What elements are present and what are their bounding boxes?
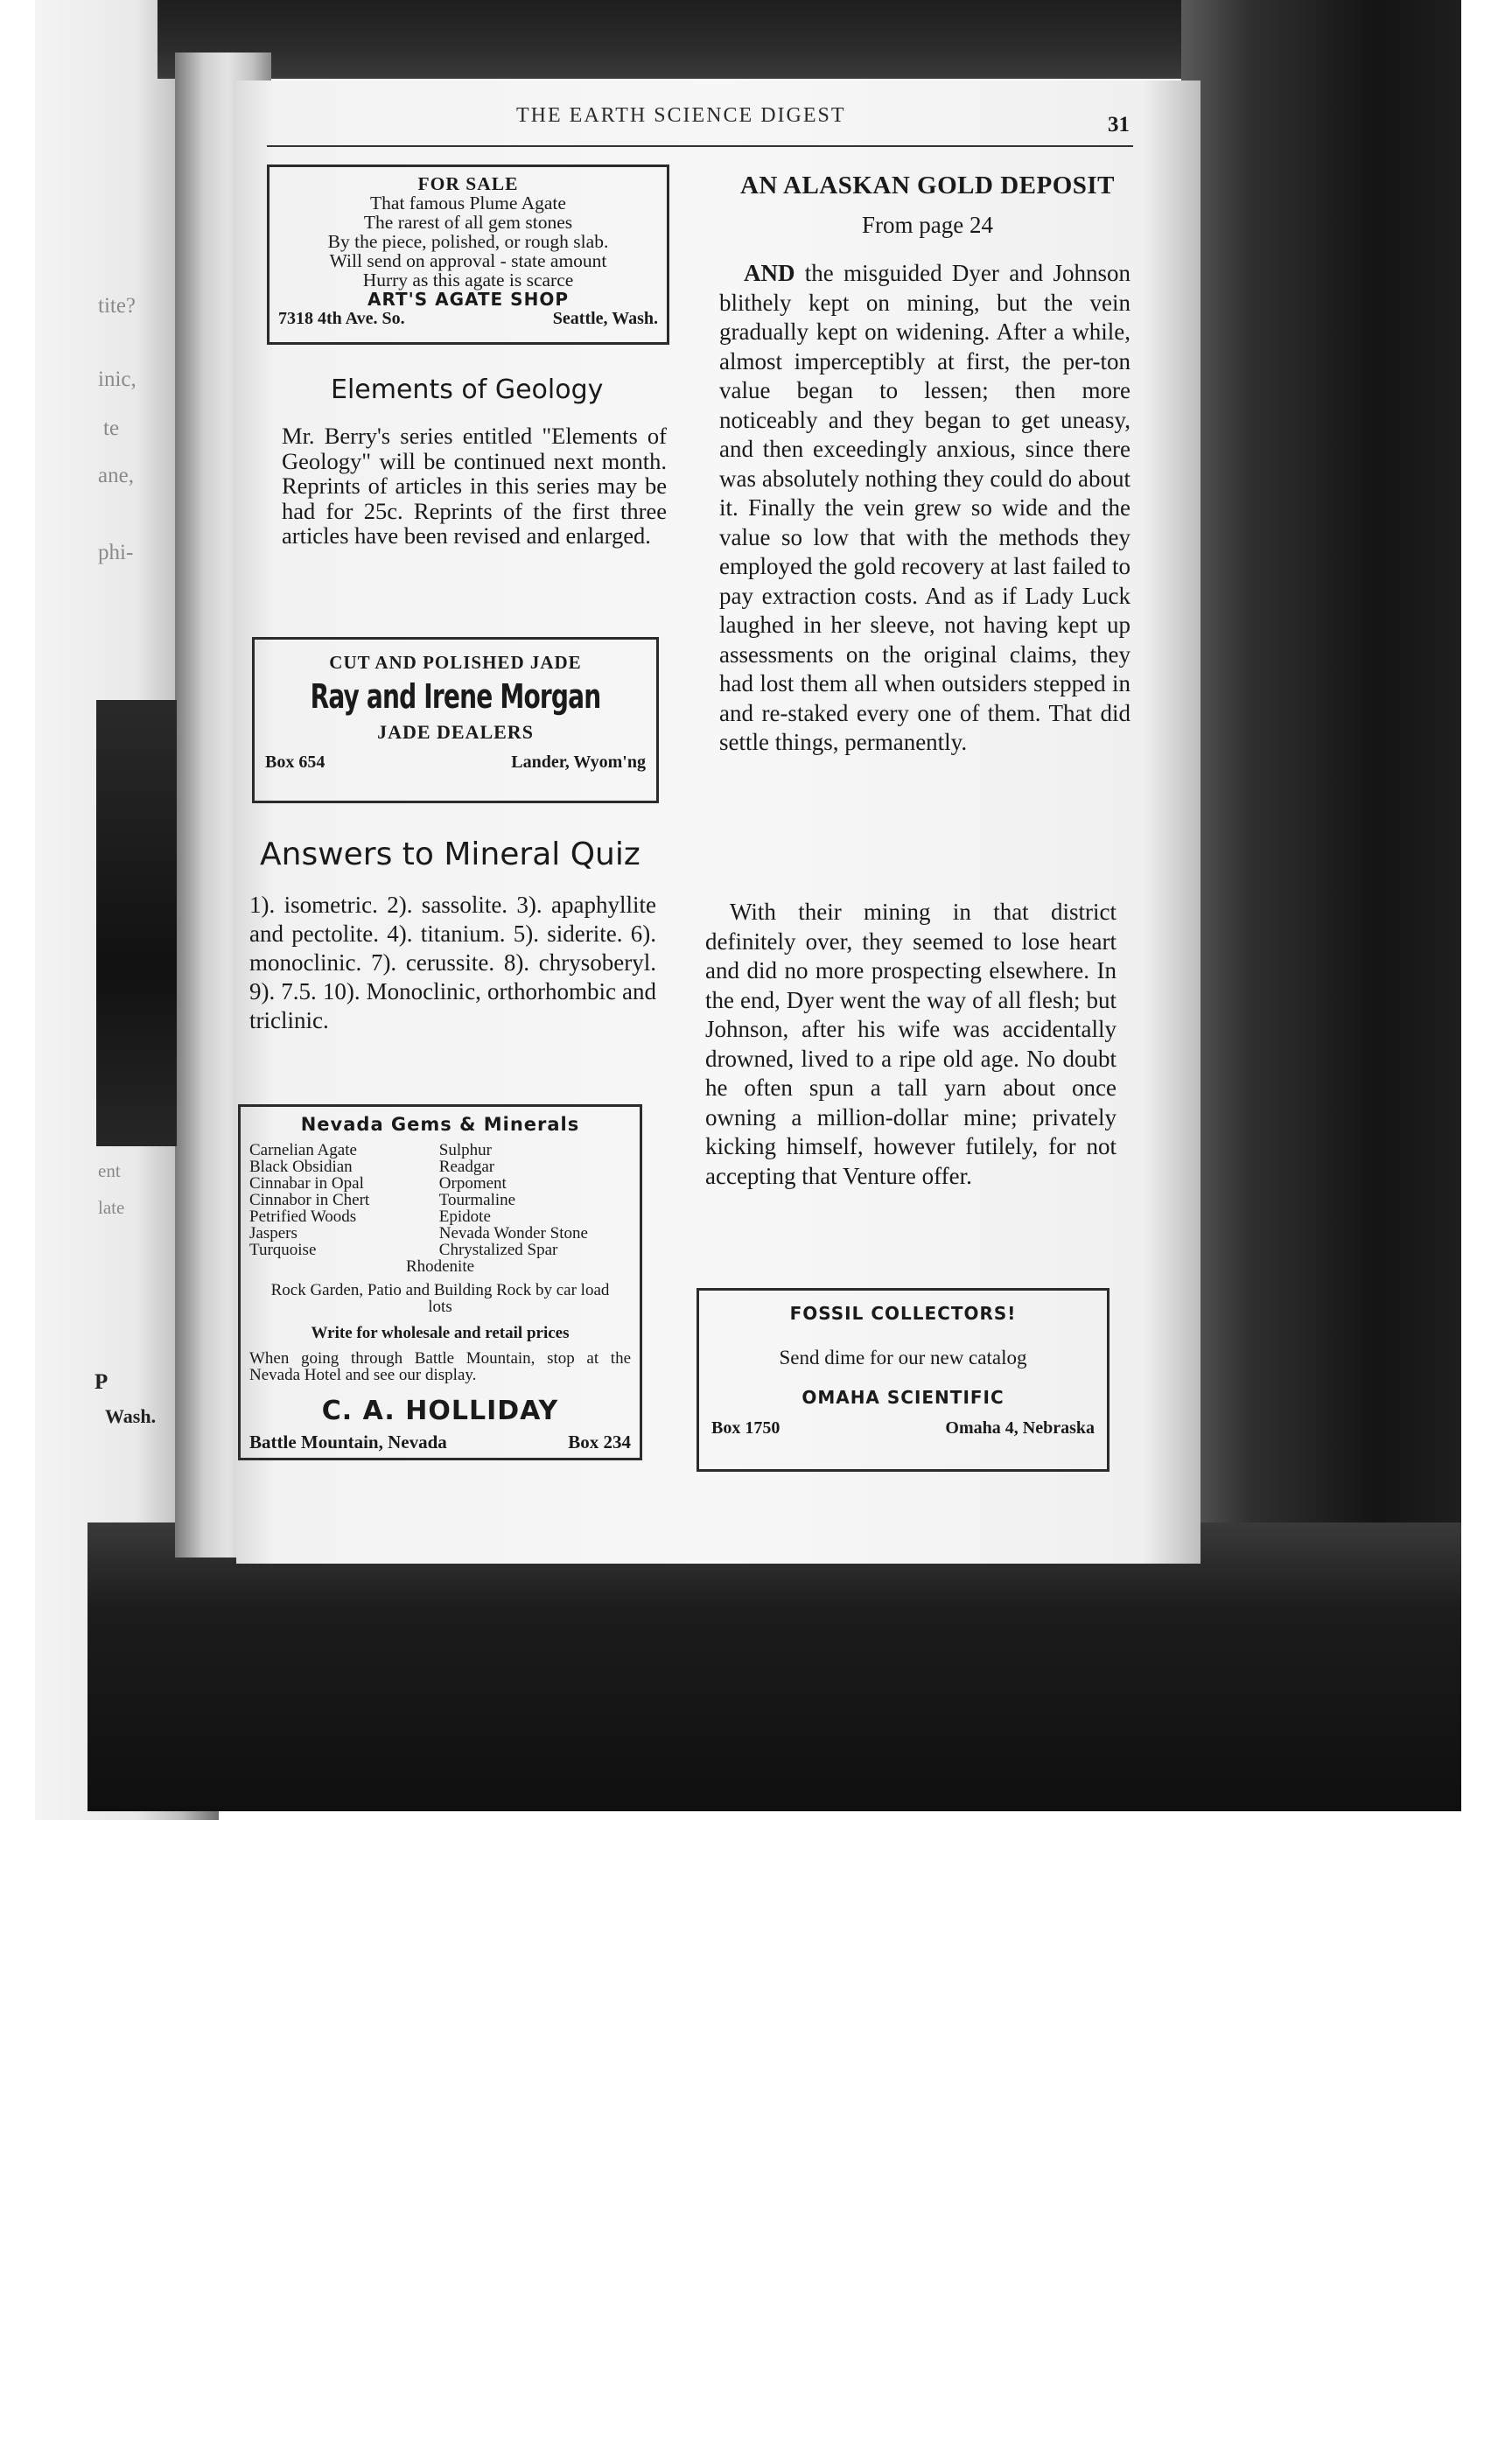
page-number: 31 (1108, 113, 1130, 136)
rhodenite-item: Rhodenite (405, 1257, 475, 1276)
list-item: Readgar (438, 1158, 495, 1176)
list-item: Chrystalized Spar (438, 1241, 558, 1259)
left-page-fragment: te (103, 416, 120, 440)
running-head: THE EARTH SCIENCE DIGEST (516, 104, 846, 127)
nevada-hotel-line: When going through Battle Mountain, stop at the Nevada Hotel and see our display. (249, 1349, 631, 1384)
list-item: Jaspers (249, 1224, 298, 1242)
fossil-company: OMAHA SCIENTIFIC (802, 1387, 1004, 1408)
holliday-box: Box 234 (568, 1432, 631, 1452)
list-item: Tourmaline (438, 1191, 516, 1209)
left-page-fragment: ent (98, 1160, 121, 1181)
for-sale-line: The rarest of all gem stones (363, 212, 573, 233)
left-page-photo-fragment (96, 700, 177, 1146)
left-page-fragment: inic, (98, 368, 136, 391)
list-item: Nevada Wonder Stone (438, 1224, 588, 1242)
fossil-collectors-ad (696, 1288, 1110, 1472)
article-paragraph-2: With their mining in that district definitely over, they seemed to lose heart and did no more prospecting elsewhere. In the end, Dyer went the way of all flesh; but Johnson, after his wife was accidentally drowned, lived to a ripe old age. No doubt he often spun a tall yarn about once owning a million-dollar mine; privately kicking himself, however futilely, for not accepting that Venture offer. (705, 899, 1116, 1189)
left-page-fragment: phi- (98, 541, 134, 564)
wholesale-line: Write for wholesale and retail prices (311, 1324, 570, 1342)
mineral-quiz-title: Answers to Mineral Quiz (260, 836, 640, 872)
fossil-box-number: Box 1750 (711, 1418, 780, 1438)
fossil-ad-line: Send dime for our new catalog (779, 1347, 1027, 1368)
left-page-fragment: late (98, 1197, 125, 1218)
article-paragraph-1 (719, 259, 1130, 758)
article-paragraph-1-text: the misguided Dyer and Johnson blithely kept on mining, but the vein gradually kept on widening. After a while, almost imperceptibly at first, the per-ton value began to lessen; then more noticeably and they began to get uneasy, and then exceedingly anxious, since there was absolutely nothing they could do about it. Finally the vein grew so wide and the value so low that with the methods they employed the gold recovery at last failed to pay extraction costs. And as if Lady Luck laughed in her sleeve, not having kept up assessments on the original claims, they had lost them all when outsiders stepped in and re-staked every one of them. That did settle things, permanently. (719, 260, 1130, 755)
jade-subtitle: JADE DEALERS (377, 721, 534, 743)
for-sale-line: Will send on approval - state amount (329, 250, 607, 271)
article-title: AN ALASKAN GOLD DEPOSIT (739, 172, 1116, 200)
jade-ad (252, 637, 659, 803)
list-item: Cinnabor in Chert (249, 1191, 370, 1209)
list-item: Petrified Woods (249, 1208, 357, 1226)
left-page-fragment: Wash. (105, 1405, 157, 1427)
jade-box-number: Box 654 (265, 752, 326, 772)
jade-headline: CUT AND POLISHED JADE (329, 652, 582, 673)
list-item: Orpoment (438, 1174, 507, 1193)
jade-dealer-names: Ray and Irene Morgan (310, 677, 601, 716)
holliday-name: C. A. HOLLIDAY (321, 1396, 559, 1426)
left-page-fragment: tite? (98, 294, 136, 318)
jade-city: Lander, Wyom'ng (511, 752, 646, 772)
list-item: Carnelian Agate (249, 1141, 357, 1159)
nevada-list-left (249, 1142, 432, 1258)
list-item: Sulphur (438, 1141, 492, 1159)
rock-garden-line: Rock Garden, Patio and Building Rock by car load lots (270, 1281, 610, 1316)
elements-of-geology-title: Elements of Geology (331, 374, 604, 405)
nevada-gems-ad (238, 1104, 642, 1460)
holliday-city: Battle Mountain, Nevada (249, 1432, 447, 1452)
for-sale-line: By the piece, polished, or rough slab. (327, 231, 609, 252)
shop-city: Seattle, Wash. (552, 309, 658, 328)
shop-address: 7318 4th Ave. So. (278, 309, 405, 328)
header-rule (267, 145, 1133, 147)
mineral-quiz-answers: 1). isometric. 2). sassolite. 3). apaphyllite and pectolite. 4). titanium. 5). siderite. 6). monoclinic. 7). cerussite. 8). chrysoberyl. 9). 7.5. 10). Monoclinic, orthorhombic and triclinic. (249, 892, 656, 1033)
for-sale-ad (267, 164, 669, 345)
fossil-ad-title: FOSSIL COLLECTORS! (789, 1303, 1017, 1324)
left-page-fragment: ane, (98, 464, 134, 487)
left-page-fragment: P (94, 1370, 108, 1394)
article-subtitle: From page 24 (862, 212, 993, 238)
list-item: Black Obsidian (249, 1158, 353, 1176)
list-item: Turquoise (249, 1241, 317, 1259)
elements-of-geology-text: Mr. Berry's series entitled "Elements of Geology" will be continued next month. Reprints of articles in this series may be had for 25c. Reprints of the first three articles have been revised and enlarged. (282, 423, 667, 549)
for-sale-line: Hurry as this agate is scarce (362, 270, 574, 290)
book-shadow-bottom (88, 1522, 1461, 1811)
for-sale-line: That famous Plume Agate (370, 192, 566, 214)
list-item: Epidote (438, 1208, 491, 1226)
shop-name: ART'S AGATE SHOP (367, 289, 569, 310)
list-item: Cinnabar in Opal (249, 1174, 364, 1193)
nevada-list-right (432, 1142, 631, 1258)
article-lead-word: AND (744, 260, 795, 286)
for-sale-title: FOR SALE (417, 173, 519, 194)
nevada-ad-title: Nevada Gems & Minerals (300, 1114, 580, 1135)
fossil-city: Omaha 4, Nebraska (945, 1418, 1095, 1438)
